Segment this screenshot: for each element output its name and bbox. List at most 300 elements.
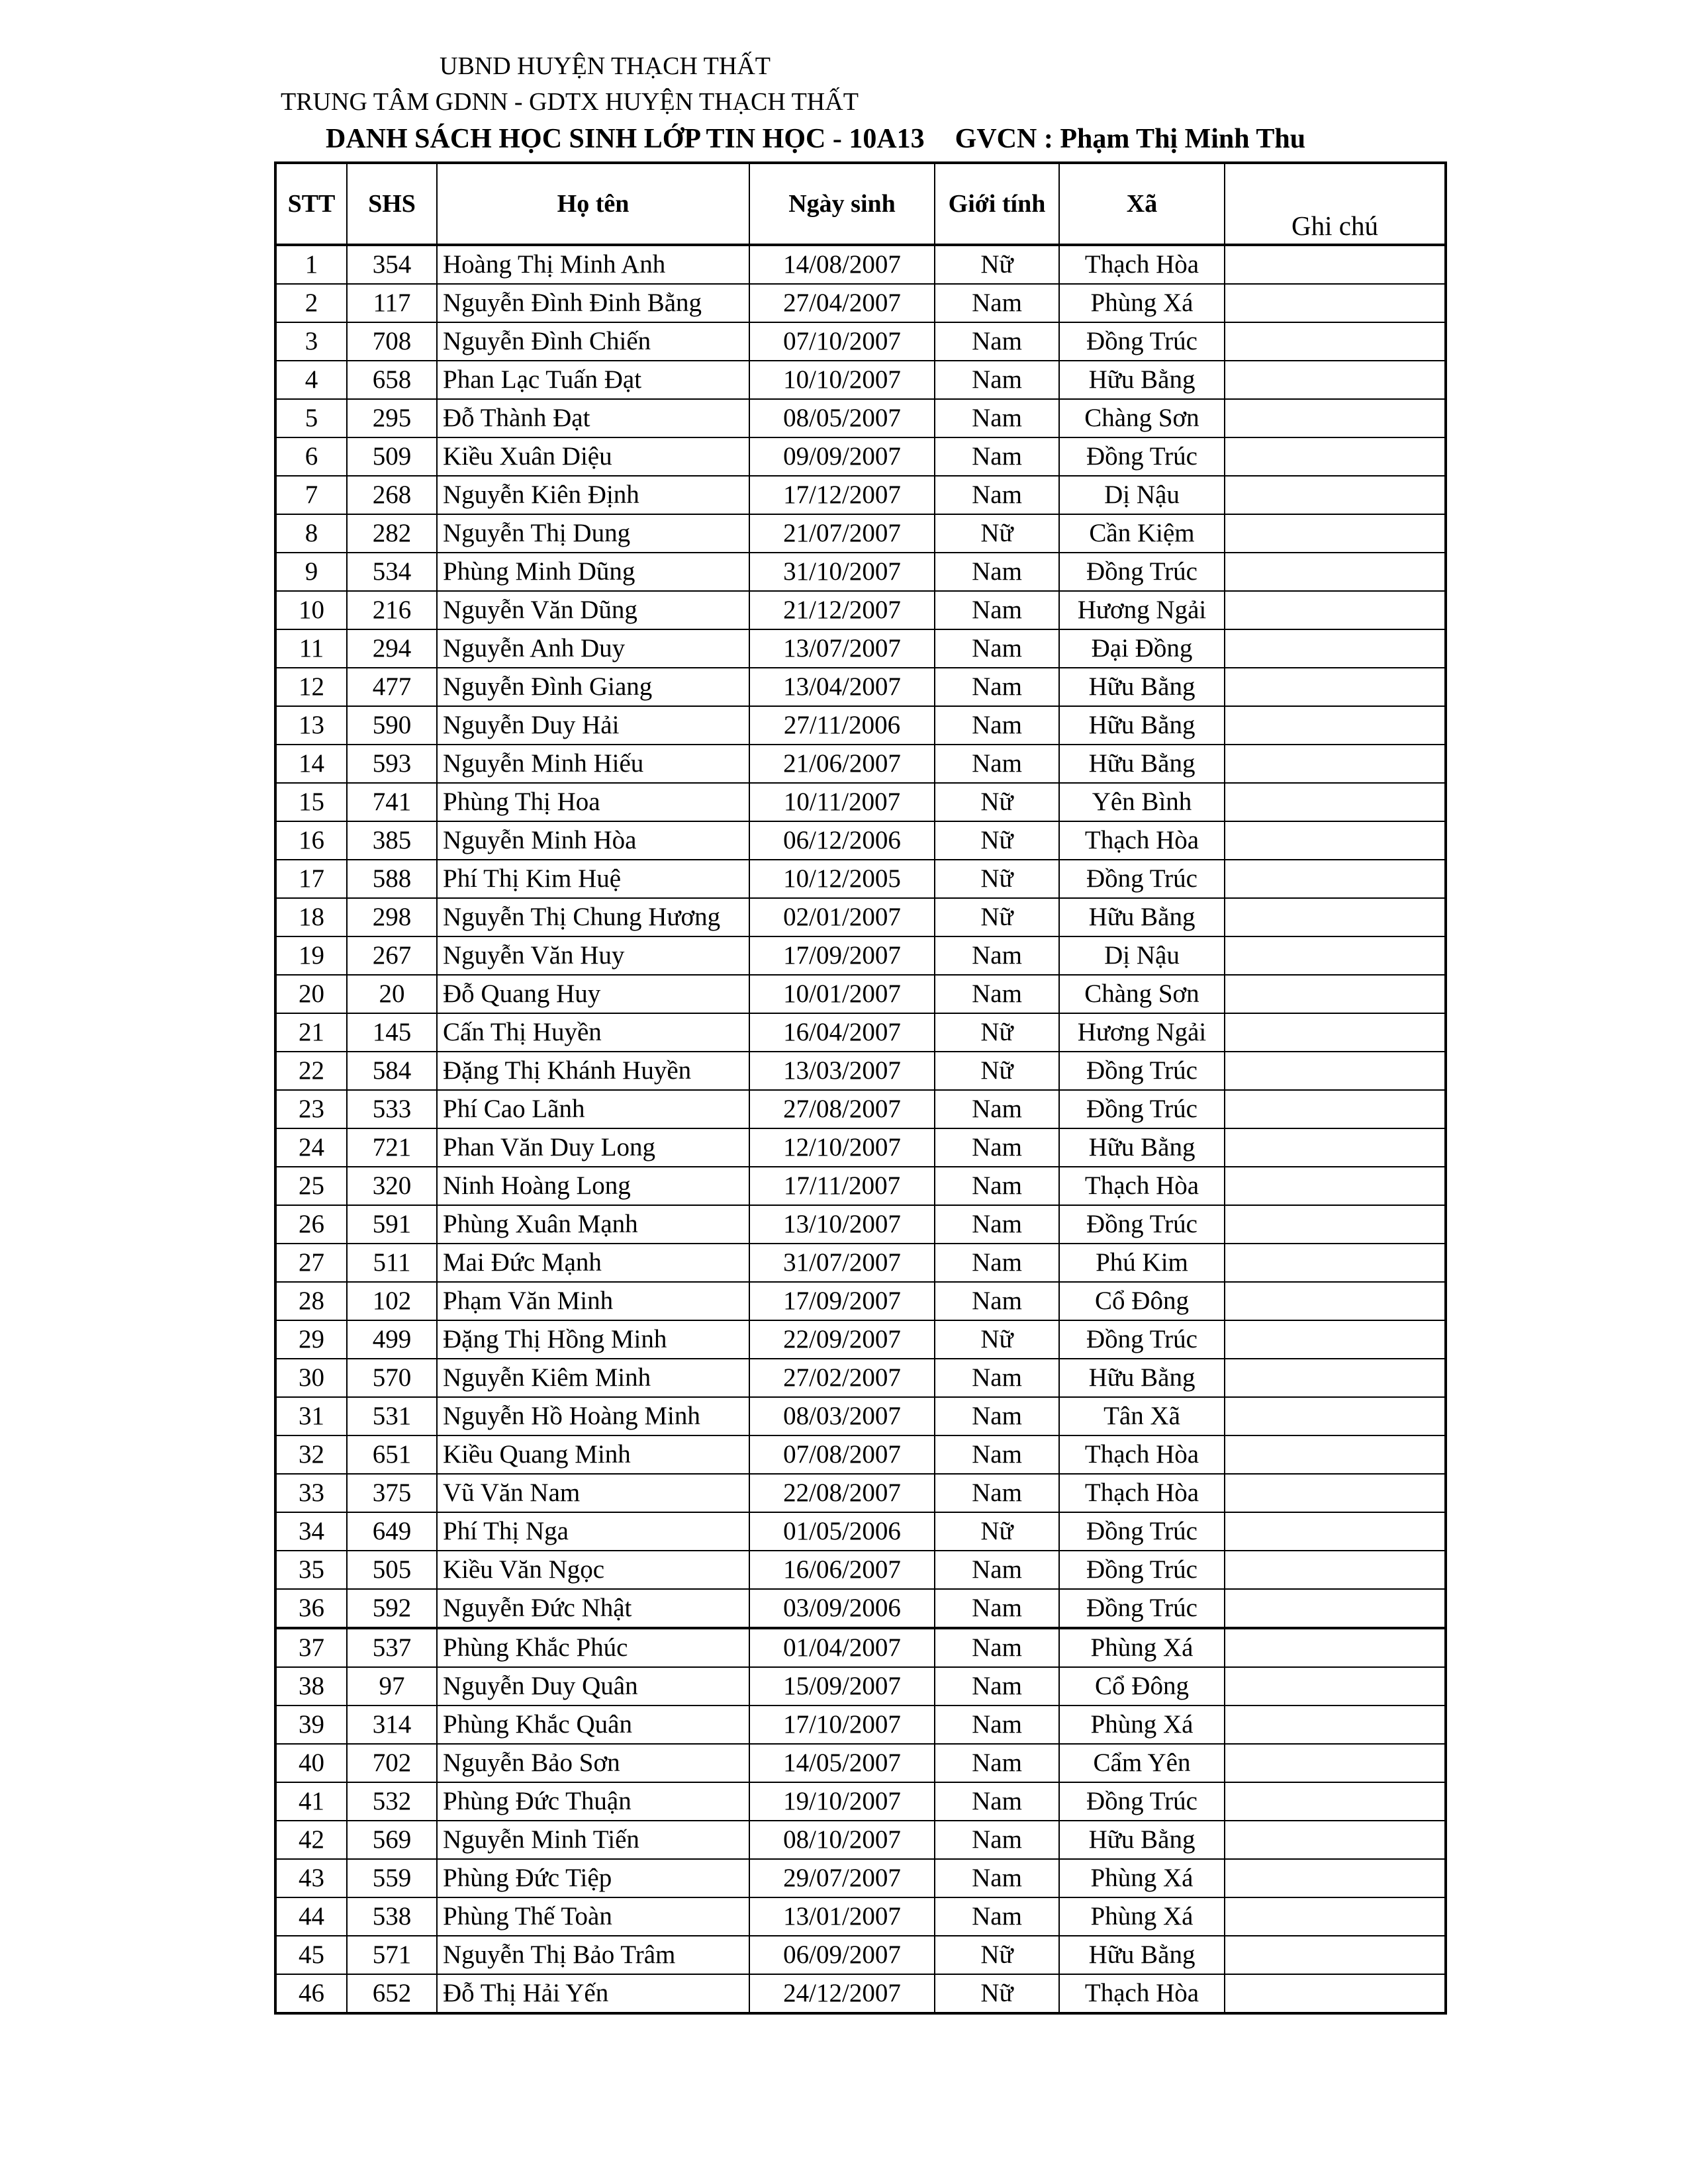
table-row [275,514,1446,553]
table-row [275,1282,1446,1320]
dob-cell: 10/11/2007 [749,783,935,821]
shs-cell: 354 [347,245,437,284]
shs-cell: 499 [347,1320,437,1359]
shs-cell: 741 [347,783,437,821]
commune-cell: Đồng Trúc [1059,1589,1225,1628]
note-cell [1225,1359,1446,1397]
note-cell [1225,1706,1446,1744]
name-cell: Đặng Thị Hồng Minh [437,1320,749,1359]
gender-cell: Nam [935,1128,1059,1167]
gender-cell: Nam [935,553,1059,591]
note-cell [1225,821,1446,860]
name-cell: Nguyễn Thị Chung Hương [437,898,749,936]
gender-cell: Nam [935,361,1059,399]
gender-cell: Nam [935,1897,1059,1936]
name-cell: Đặng Thị Khánh Huyền [437,1052,749,1090]
dob-cell: 01/04/2007 [749,1628,935,1667]
table-row [275,245,1446,284]
table-row [275,898,1446,936]
name-cell: Nguyễn Thị Dung [437,514,749,553]
stt-cell: 31 [275,1397,347,1435]
shs-cell: 649 [347,1512,437,1551]
dob-cell: 13/04/2007 [749,668,935,706]
note-cell [1225,553,1446,591]
shs-cell: 145 [347,1013,437,1052]
commune-cell: Chàng Sơn [1059,399,1225,437]
shs-cell: 570 [347,1359,437,1397]
name-cell: Kiều Văn Ngọc [437,1551,749,1589]
student-list-table [274,161,1447,2015]
note-cell [1225,1782,1446,1821]
dob-cell: 07/08/2007 [749,1435,935,1474]
table-row [275,1090,1446,1128]
stt-cell: 21 [275,1013,347,1052]
shs-cell: 267 [347,936,437,975]
dob-cell: 13/03/2007 [749,1052,935,1090]
commune-cell: Hương Ngải [1059,1013,1225,1052]
shs-cell: 511 [347,1244,437,1282]
gender-cell: Nam [935,476,1059,514]
table-row [275,1936,1446,1974]
commune-cell: Hữu Bằng [1059,1936,1225,1974]
class-list-title: DANH SÁCH HỌC SINH LỚP TIN HỌC - 10A13 [326,124,925,154]
note-cell [1225,476,1446,514]
name-cell: Nguyễn Minh Hiếu [437,745,749,783]
shs-cell: 282 [347,514,437,553]
stt-cell: 22 [275,1052,347,1090]
gender-cell: Nam [935,629,1059,668]
stt-cell: 6 [275,437,347,476]
stt-cell: 14 [275,745,347,783]
dob-cell: 22/08/2007 [749,1474,935,1512]
shs-cell: 569 [347,1821,437,1859]
table-row [275,1859,1446,1897]
stt-cell: 1 [275,245,347,284]
shs-cell: 588 [347,860,437,898]
name-cell: Phùng Khắc Quân [437,1706,749,1744]
name-cell: Phùng Thế Toàn [437,1897,749,1936]
name-cell: Nguyễn Đình Chiến [437,322,749,361]
note-cell [1225,399,1446,437]
name-cell: Phan Văn Duy Long [437,1128,749,1167]
shs-cell: 533 [347,1090,437,1128]
commune-cell: Phú Kim [1059,1244,1225,1282]
name-cell: Phùng Đức Tiệp [437,1859,749,1897]
note-cell [1225,1936,1446,1974]
table-row [275,1821,1446,1859]
dob-cell: 13/10/2007 [749,1205,935,1244]
shs-cell: 268 [347,476,437,514]
shs-cell: 532 [347,1782,437,1821]
dob-cell: 29/07/2007 [749,1859,935,1897]
gender-cell: Nữ [935,783,1059,821]
table-row [275,783,1446,821]
col-header-gender: Giới tính [935,163,1059,245]
dob-cell: 31/10/2007 [749,553,935,591]
commune-cell: Thạch Hòa [1059,1435,1225,1474]
name-cell: Phí Cao Lãnh [437,1090,749,1128]
stt-cell: 27 [275,1244,347,1282]
dob-cell: 06/12/2006 [749,821,935,860]
commune-cell: Hữu Bằng [1059,1128,1225,1167]
table-row [275,437,1446,476]
stt-cell: 30 [275,1359,347,1397]
dob-cell: 17/12/2007 [749,476,935,514]
commune-cell: Hữu Bằng [1059,1359,1225,1397]
dob-cell: 19/10/2007 [749,1782,935,1821]
name-cell: Nguyễn Kiên Định [437,476,749,514]
table-row [275,399,1446,437]
stt-cell: 43 [275,1859,347,1897]
commune-cell: Thạch Hòa [1059,245,1225,284]
table-row [275,975,1446,1013]
commune-cell: Đồng Trúc [1059,1782,1225,1821]
dob-cell: 21/12/2007 [749,591,935,629]
gender-cell: Nam [935,1589,1059,1628]
name-cell: Phùng Xuân Mạnh [437,1205,749,1244]
stt-cell: 36 [275,1589,347,1628]
stt-cell: 37 [275,1628,347,1667]
name-cell: Ninh Hoàng Long [437,1167,749,1205]
commune-cell: Phùng Xá [1059,1628,1225,1667]
note-cell [1225,1205,1446,1244]
dob-cell: 03/09/2006 [749,1589,935,1628]
gender-cell: Nam [935,1706,1059,1744]
stt-cell: 44 [275,1897,347,1936]
gender-cell: Nam [935,1397,1059,1435]
gender-cell: Nam [935,1821,1059,1859]
dob-cell: 27/11/2006 [749,706,935,745]
commune-cell: Cổ Đông [1059,1282,1225,1320]
table-row [275,1013,1446,1052]
name-cell: Nguyễn Bảo Sơn [437,1744,749,1782]
commune-cell: Cẩm Yên [1059,1744,1225,1782]
name-cell: Phí Thị Nga [437,1512,749,1551]
commune-cell: Dị Nậu [1059,476,1225,514]
table-row [275,1128,1446,1167]
stt-cell: 17 [275,860,347,898]
col-header-commune: Xã [1059,163,1225,245]
dob-cell: 22/09/2007 [749,1320,935,1359]
commune-cell: Hữu Bằng [1059,745,1225,783]
note-cell [1225,1551,1446,1589]
table-row [275,1359,1446,1397]
note-cell [1225,1167,1446,1205]
dob-cell: 15/09/2007 [749,1667,935,1706]
name-cell: Đỗ Quang Huy [437,975,749,1013]
table-row [275,1052,1446,1090]
dob-cell: 17/09/2007 [749,936,935,975]
shs-cell: 559 [347,1859,437,1897]
commune-cell: Đồng Trúc [1059,1512,1225,1551]
commune-cell: Phùng Xá [1059,1706,1225,1744]
stt-cell: 25 [275,1167,347,1205]
shs-cell: 216 [347,591,437,629]
stt-cell: 3 [275,322,347,361]
stt-cell: 24 [275,1128,347,1167]
table-row [275,1706,1446,1744]
note-cell [1225,1090,1446,1128]
table-row [275,322,1446,361]
dob-cell: 17/10/2007 [749,1706,935,1744]
dob-cell: 13/01/2007 [749,1897,935,1936]
note-cell [1225,1974,1446,2013]
dob-cell: 16/06/2007 [749,1551,935,1589]
stt-cell: 20 [275,975,347,1013]
note-cell [1225,1744,1446,1782]
table-row [275,706,1446,745]
stt-cell: 9 [275,553,347,591]
dob-cell: 14/05/2007 [749,1744,935,1782]
table-row [275,476,1446,514]
name-cell: Nguyễn Minh Hòa [437,821,749,860]
dob-cell: 10/10/2007 [749,361,935,399]
table-row [275,361,1446,399]
commune-cell: Hữu Bằng [1059,1821,1225,1859]
note-cell [1225,1667,1446,1706]
commune-cell: Cổ Đông [1059,1667,1225,1706]
gender-cell: Nam [935,322,1059,361]
commune-cell: Đồng Trúc [1059,437,1225,476]
table-row [275,553,1446,591]
document-title [326,123,1305,155]
name-cell: Kiều Quang Minh [437,1435,749,1474]
shs-cell: 375 [347,1474,437,1512]
name-cell: Phạm Văn Minh [437,1282,749,1320]
table-row [275,860,1446,898]
table-header-row [275,163,1446,245]
dob-cell: 10/12/2005 [749,860,935,898]
gender-cell: Nam [935,1744,1059,1782]
shs-cell: 295 [347,399,437,437]
name-cell: Nguyễn Hồ Hoàng Minh [437,1397,749,1435]
dob-cell: 31/07/2007 [749,1244,935,1282]
name-cell: Kiều Xuân Diệu [437,437,749,476]
name-cell: Nguyễn Văn Dũng [437,591,749,629]
table-row [275,1974,1446,2013]
gender-cell: Nữ [935,514,1059,553]
shs-cell: 702 [347,1744,437,1782]
commune-cell: Thạch Hòa [1059,1974,1225,2013]
dob-cell: 13/07/2007 [749,629,935,668]
shs-cell: 294 [347,629,437,668]
shs-cell: 320 [347,1167,437,1205]
note-cell [1225,783,1446,821]
shs-cell: 531 [347,1397,437,1435]
name-cell: Mai Đức Mạnh [437,1244,749,1282]
shs-cell: 590 [347,706,437,745]
gender-cell: Nam [935,1551,1059,1589]
shs-cell: 505 [347,1551,437,1589]
table-row [275,1397,1446,1435]
note-cell [1225,1320,1446,1359]
table-row [275,1782,1446,1821]
table-row [275,1435,1446,1474]
table-row [275,1320,1446,1359]
shs-cell: 102 [347,1282,437,1320]
org-line-district: UBND HUYỆN THẠCH THẤT [440,52,771,80]
note-cell [1225,322,1446,361]
commune-cell: Đồng Trúc [1059,860,1225,898]
commune-cell: Đồng Trúc [1059,553,1225,591]
stt-cell: 8 [275,514,347,553]
table-row [275,629,1446,668]
shs-cell: 477 [347,668,437,706]
name-cell: Nguyễn Văn Huy [437,936,749,975]
commune-cell: Đại Đồng [1059,629,1225,668]
table-row [275,668,1446,706]
shs-cell: 571 [347,1936,437,1974]
gender-cell: Nam [935,1474,1059,1512]
stt-cell: 12 [275,668,347,706]
gender-cell: Nam [935,1205,1059,1244]
dob-cell: 21/06/2007 [749,745,935,783]
note-cell [1225,1628,1446,1667]
note-cell [1225,245,1446,284]
table-row [275,1167,1446,1205]
shs-cell: 97 [347,1667,437,1706]
shs-cell: 538 [347,1897,437,1936]
name-cell: Đỗ Thị Hải Yến [437,1974,749,2013]
dob-cell: 17/09/2007 [749,1282,935,1320]
commune-cell: Đồng Trúc [1059,1320,1225,1359]
name-cell: Đỗ Thành Đạt [437,399,749,437]
dob-cell: 09/09/2007 [749,437,935,476]
dob-cell: 27/02/2007 [749,1359,935,1397]
note-cell [1225,706,1446,745]
stt-cell: 13 [275,706,347,745]
stt-cell: 34 [275,1512,347,1551]
stt-cell: 38 [275,1667,347,1706]
dob-cell: 10/01/2007 [749,975,935,1013]
note-cell [1225,1397,1446,1435]
commune-cell: Đồng Trúc [1059,1090,1225,1128]
commune-cell: Hữu Bằng [1059,898,1225,936]
commune-cell: Đồng Trúc [1059,322,1225,361]
gender-cell: Nữ [935,1052,1059,1090]
commune-cell: Hữu Bằng [1059,361,1225,399]
stt-cell: 26 [275,1205,347,1244]
gender-cell: Nam [935,745,1059,783]
dob-cell: 14/08/2007 [749,245,935,284]
homeroom-teacher: GVCN : Phạm Thị Minh Thu [955,124,1306,154]
stt-cell: 35 [275,1551,347,1589]
commune-cell: Hữu Bằng [1059,706,1225,745]
gender-cell: Nam [935,1282,1059,1320]
table-row [275,591,1446,629]
shs-cell: 708 [347,322,437,361]
dob-cell: 27/04/2007 [749,284,935,322]
gender-cell: Nữ [935,1974,1059,2013]
table-row [275,1474,1446,1512]
note-cell [1225,1052,1446,1090]
shs-cell: 584 [347,1052,437,1090]
stt-cell: 15 [275,783,347,821]
shs-cell: 314 [347,1706,437,1744]
table-row [275,1512,1446,1551]
commune-cell: Cần Kiệm [1059,514,1225,553]
note-cell [1225,668,1446,706]
col-header-note: Ghi chú [1225,163,1446,245]
shs-cell: 658 [347,361,437,399]
note-cell [1225,1013,1446,1052]
dob-cell: 12/10/2007 [749,1128,935,1167]
gender-cell: Nam [935,1859,1059,1897]
name-cell: Nguyễn Đình Giang [437,668,749,706]
commune-cell: Hữu Bằng [1059,668,1225,706]
shs-cell: 298 [347,898,437,936]
note-cell [1225,1897,1446,1936]
gender-cell: Nam [935,1435,1059,1474]
gender-cell: Nữ [935,1512,1059,1551]
dob-cell: 07/10/2007 [749,322,935,361]
name-cell: Nguyễn Kiêm Minh [437,1359,749,1397]
dob-cell: 08/03/2007 [749,1397,935,1435]
commune-cell: Phùng Xá [1059,1859,1225,1897]
note-cell [1225,284,1446,322]
stt-cell: 2 [275,284,347,322]
note-cell [1225,514,1446,553]
gender-cell: Nam [935,1090,1059,1128]
shs-cell: 20 [347,975,437,1013]
col-header-name: Họ tên [437,163,749,245]
stt-cell: 28 [275,1282,347,1320]
gender-cell: Nam [935,1359,1059,1397]
dob-cell: 08/10/2007 [749,1821,935,1859]
shs-cell: 534 [347,553,437,591]
shs-cell: 385 [347,821,437,860]
note-cell [1225,1512,1446,1551]
gender-cell: Nam [935,591,1059,629]
note-cell [1225,898,1446,936]
gender-cell: Nữ [935,860,1059,898]
name-cell: Phùng Khắc Phúc [437,1628,749,1667]
stt-cell: 5 [275,399,347,437]
gender-cell: Nam [935,1667,1059,1706]
dob-cell: 06/09/2007 [749,1936,935,1974]
table-row [275,1667,1446,1706]
note-cell [1225,936,1446,975]
table-row [275,284,1446,322]
table-row [275,936,1446,975]
name-cell: Nguyễn Duy Quân [437,1667,749,1706]
gender-cell: Nữ [935,1013,1059,1052]
dob-cell: 21/07/2007 [749,514,935,553]
gender-cell: Nam [935,706,1059,745]
org-line-center: TRUNG TÂM GDNN - GDTX HUYỆN THẠCH THẤT [281,88,859,116]
gender-cell: Nam [935,1167,1059,1205]
dob-cell: 24/12/2007 [749,1974,935,2013]
name-cell: Hoàng Thị Minh Anh [437,245,749,284]
table-row [275,745,1446,783]
shs-cell: 592 [347,1589,437,1628]
name-cell: Phùng Thị Hoa [437,783,749,821]
name-cell: Phùng Minh Dũng [437,553,749,591]
table-row [275,1205,1446,1244]
stt-cell: 19 [275,936,347,975]
shs-cell: 591 [347,1205,437,1244]
dob-cell: 27/08/2007 [749,1090,935,1128]
note-cell [1225,1589,1446,1628]
stt-cell: 7 [275,476,347,514]
commune-cell: Đồng Trúc [1059,1205,1225,1244]
gender-cell: Nam [935,936,1059,975]
name-cell: Nguyễn Đình Đinh Bằng [437,284,749,322]
gender-cell: Nữ [935,821,1059,860]
gender-cell: Nam [935,1782,1059,1821]
note-cell [1225,437,1446,476]
gender-cell: Nữ [935,898,1059,936]
